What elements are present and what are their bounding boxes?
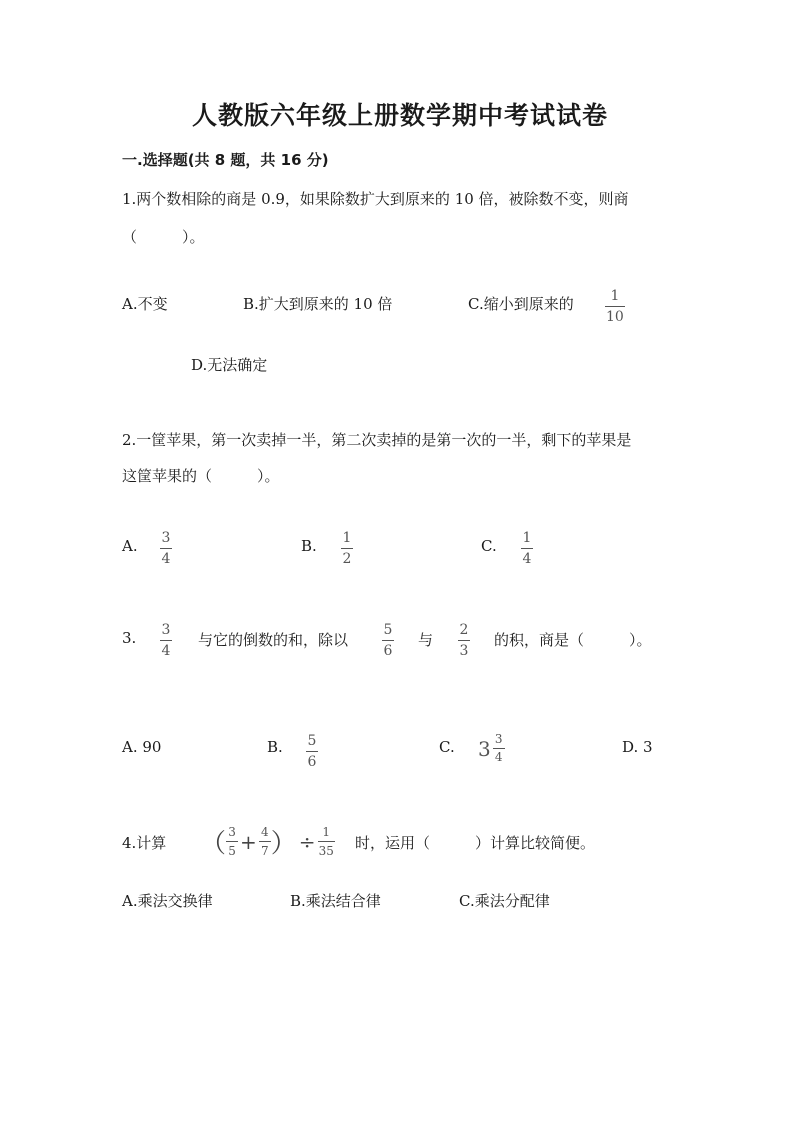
fraction-bar	[306, 751, 318, 752]
fraction-bar	[493, 748, 505, 749]
mixed-number-whole: 3	[478, 736, 491, 761]
question-4-label: 4.计算	[122, 834, 167, 852]
question-3-fraction-2	[382, 622, 394, 659]
fraction-bar	[605, 306, 625, 307]
fraction-bar	[341, 548, 353, 549]
fraction-denominator: 6	[307, 754, 317, 770]
mixed-number-fraction	[493, 733, 505, 764]
fraction-bar	[226, 841, 238, 842]
question-3-text-1: 与它的倒数的和，除以	[198, 631, 349, 649]
question-3-option-b-fraction	[306, 733, 318, 770]
question-2-option-c[interactable]: C.	[481, 537, 497, 555]
fraction-denominator: 4	[522, 551, 532, 567]
question-2-option-c-fraction	[521, 530, 533, 567]
fraction-bar	[382, 640, 394, 641]
question-3-text-3: 的积，商是（ ）。	[494, 631, 652, 649]
question-1-option-d[interactable]: D.无法确定	[191, 356, 268, 374]
fraction-denominator: 6	[383, 643, 393, 659]
fraction-numerator: 5	[307, 733, 317, 749]
fraction-denominator: 4	[161, 551, 171, 567]
fraction-bar	[259, 841, 271, 842]
fraction-bar	[160, 640, 172, 641]
question-2-option-b-fraction	[341, 530, 353, 567]
expression-fraction-3	[318, 825, 335, 858]
question-1-text-line1: 1.两个数相除的商是 0.9，如果除数扩大到原来的 10 倍，被除数不变，则商	[122, 190, 629, 208]
question-4-option-c[interactable]: C.乘法分配律	[459, 892, 550, 910]
fraction-bar	[160, 548, 172, 549]
fraction-denominator: 5	[228, 844, 236, 858]
question-3-option-c[interactable]: C.	[439, 738, 455, 756]
division-sign: ÷	[298, 829, 316, 854]
expression-fraction-2	[259, 825, 271, 858]
plus-sign: +	[240, 829, 257, 854]
question-1-option-c-fraction	[605, 288, 625, 325]
open-paren: （	[200, 829, 227, 859]
fraction-bar	[521, 548, 533, 549]
fraction-denominator: 7	[260, 844, 269, 858]
question-4-option-a[interactable]: A.乘法交换律	[122, 892, 213, 910]
fraction-denominator: 2	[342, 551, 352, 567]
question-1-text-line2: （ ）。	[122, 228, 205, 246]
page-title: 人教版六年级上册数学期中考试试卷	[191, 101, 608, 130]
close-paren: ）	[270, 829, 297, 859]
question-3-number: 3.	[122, 629, 137, 647]
fraction-bar	[458, 640, 470, 641]
question-2-text-line2: 这筐苹果的（ ）。	[122, 467, 280, 485]
question-3-fraction-1	[160, 622, 172, 659]
fraction-denominator: 3	[459, 643, 469, 659]
section-heading: 一.选择题(共 8 题，共 16 分)	[122, 151, 329, 169]
fraction-numerator: 3	[161, 622, 171, 638]
question-4-option-b[interactable]: B.乘法结合律	[290, 892, 381, 910]
question-4-expression	[200, 823, 335, 860]
fraction-numerator: 1	[322, 825, 331, 839]
fraction-numerator: 5	[383, 622, 393, 638]
question-3-text-2: 与	[418, 631, 434, 649]
fraction-denominator: 4	[161, 643, 171, 659]
question-2-option-a-fraction	[160, 530, 172, 567]
question-3-fraction-3	[458, 622, 470, 659]
question-2-option-b[interactable]: B.	[301, 537, 317, 555]
fraction-denominator: 35	[318, 844, 334, 858]
fraction-numerator: 3	[228, 825, 236, 839]
question-4-text: 时，运用（ ）计算比较简便。	[355, 834, 596, 852]
fraction-numerator: 1	[522, 530, 532, 546]
fraction-numerator: 2	[459, 622, 469, 638]
fraction-numerator: 4	[260, 825, 269, 839]
question-1-option-a[interactable]: A.不变	[122, 295, 168, 313]
fraction-numerator: 3	[494, 732, 503, 746]
question-2-option-a[interactable]: A.	[122, 537, 138, 555]
fraction-numerator: 3	[161, 530, 171, 546]
question-3-option-b[interactable]: B.	[267, 738, 283, 756]
fraction-denominator: 4	[494, 750, 503, 764]
question-2-text-line1: 2.一筐苹果，第一次卖掉一半，第二次卖掉的是第一次的一半，剩下的苹果是	[122, 431, 632, 449]
fraction-bar	[318, 841, 335, 842]
fraction-numerator: 1	[610, 288, 620, 304]
question-3-option-c-mixed-number	[478, 733, 505, 764]
question-1-option-b[interactable]: B.扩大到原来的 10 倍	[243, 295, 393, 313]
fraction-numerator: 1	[342, 530, 352, 546]
fraction-denominator: 10	[606, 309, 624, 325]
question-3-option-d[interactable]: D. 3	[622, 738, 653, 756]
question-1-option-c[interactable]: C.缩小到原来的	[468, 295, 574, 313]
question-3-option-a[interactable]: A. 90	[122, 738, 162, 756]
expression-fraction-1	[226, 825, 238, 858]
